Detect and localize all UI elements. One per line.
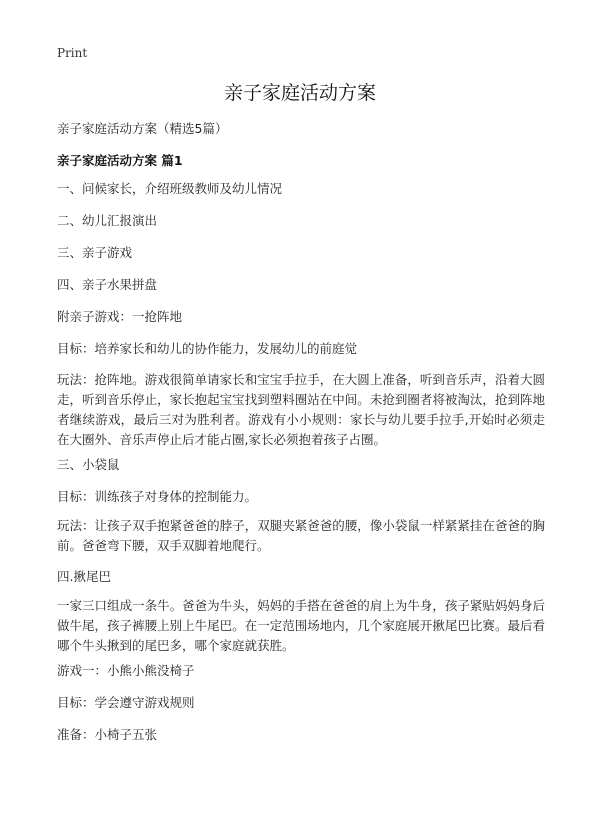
doc-paragraph-grab-position: 玩法：抢阵地。游戏很简单请家长和宝宝手拉手，在大圆上准备，听到音乐声，沿着大圆走，听到音乐停止，家长抱起宝宝找到塑料圈站在中间。未抢到圈者将被淘汰，抢到阵地者继续游戏，最后三对为胜利者。游戏有小小规则：家长与幼儿要手拉手,开始时必须走在大圈外、音乐声停止后才能占圈,家长必须抱着孩子占圈。 [57,372,545,447]
doc-line-preparation: 准备：小椅子五张 [57,727,158,742]
doc-line-goal-2: 目标：训练孩子对身体的控制能力。 [57,489,258,504]
doc-line-small-kangaroo: 三、小袋鼠 [57,457,120,472]
doc-line-goal-3: 目标：学会遵守游戏规则 [57,695,195,710]
doc-paragraph-kangaroo-play: 玩法：让孩子双手抱紧爸爸的脖子，双腿夹紧爸爸的腰，像小袋鼠一样紧紧挂在爸爸的胸前。爸爸弯下腰，双手双脚着地爬行。 [57,518,545,553]
doc-subtitle: 亲子家庭活动方案（精选5篇） [57,121,228,136]
page-title: 亲子家庭活动方案 [223,82,376,104]
print-link[interactable]: Print [57,46,88,60]
doc-line-performance: 二、幼儿汇报演出 [57,213,158,228]
doc-line-goal-1: 目标：培养家长和幼儿的协作能力，发展幼儿的前庭觉 [57,341,358,356]
doc-line-greeting: 一、问候家长，介绍班级教师及幼儿情况 [57,181,283,196]
doc-line-parent-child-game: 三、亲子游戏 [57,245,133,260]
doc-line-fruit-platter: 四、亲子水果拼盘 [57,277,158,292]
doc-line-catch-tail: 四.揪尾巴 [57,569,111,584]
section-heading: 亲子家庭活动方案 篇1 [57,153,183,168]
doc-paragraph-catch-tail: 一家三口组成一条牛。爸爸为牛头，妈妈的手搭在爸爸的肩上为牛身，孩子紧贴妈妈身后做牛尾，孩子裤腰上别上牛尾巴。在一定范围场地内，几个家庭展开揪尾巴比赛。最后看哪个牛头揪到的尾巴多，哪个家庭就获胜。 [57,598,545,653]
doc-line-game-1: 游戏一：小熊小熊没椅子 [57,663,195,678]
doc-line-appendix-game: 附亲子游戏：一抢阵地 [57,309,183,324]
